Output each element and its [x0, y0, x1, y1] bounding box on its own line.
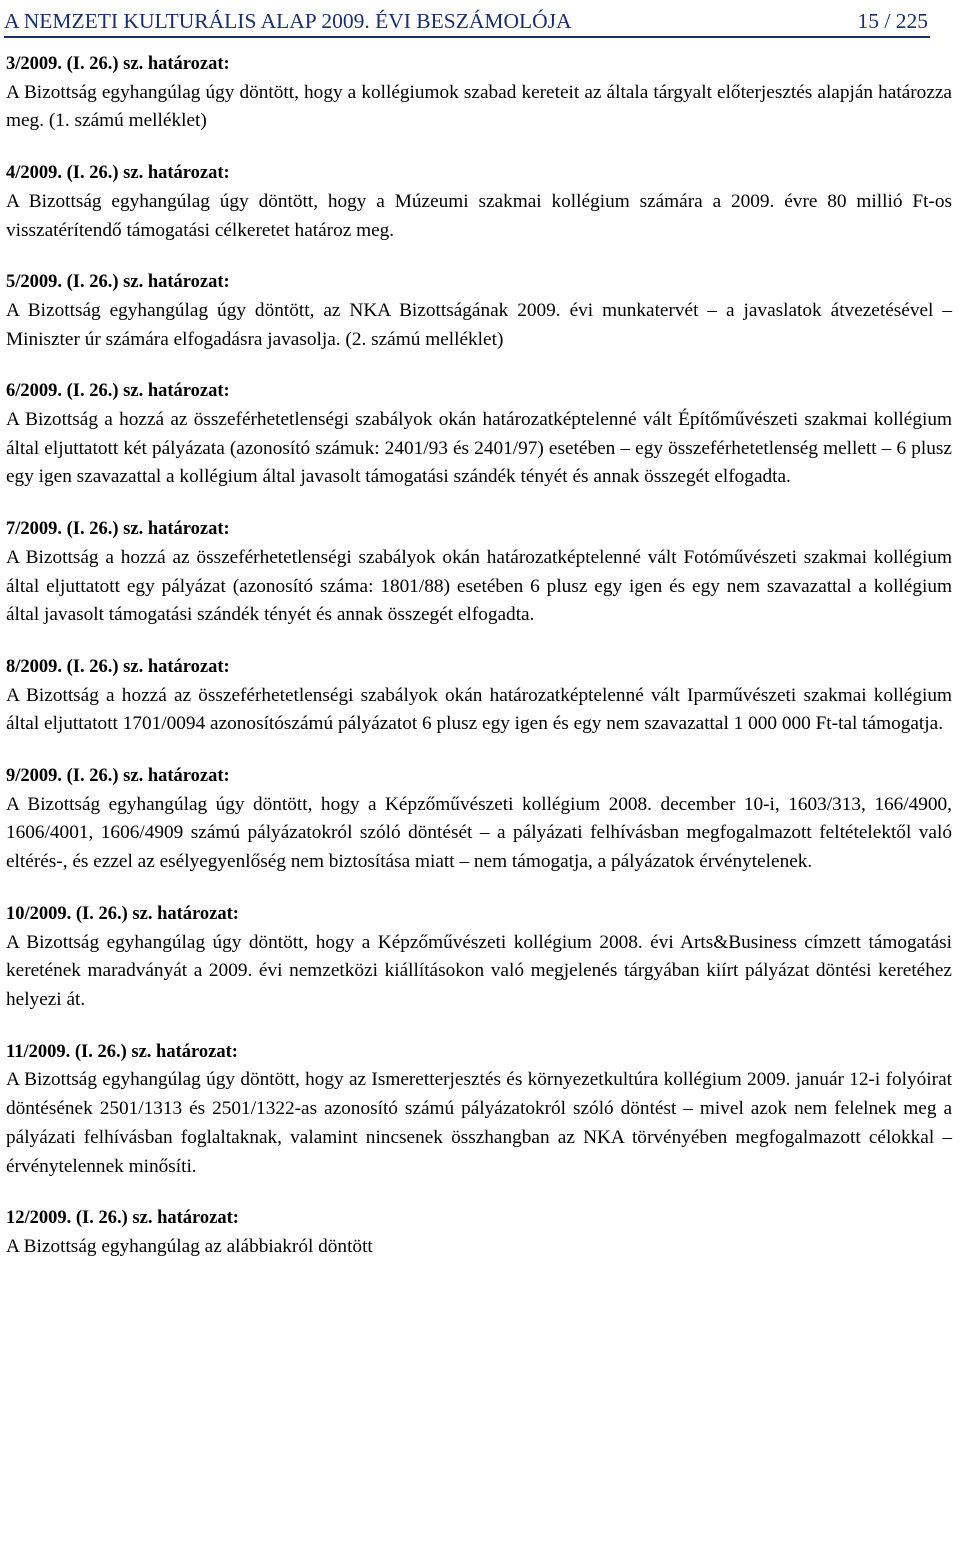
- resolution-title: 9/2009. (I. 26.) sz. határozat:: [6, 766, 230, 787]
- resolution-text: A Bizottság a hozzá az összeférhetetlenségi szabályok okán határozatképtelenné vált Iparművészeti szakmai kollégium által eljuttatott 1701/0094 azonosítószámú pályázatot 6 plusz egy igen és egy nem szavazattal 1 000 000 Ft-tal támogatja.: [6, 684, 952, 735]
- resolution-title: 7/2009. (I. 26.) sz. határozat:: [6, 519, 230, 540]
- resolution-text: A Bizottság egyhangúlag úgy döntött, hogy a Képzőművészeti kollégium 2008. december 10-i, 1603/313, 166/4900, 1606/4001, 1606/4909 számú pályázatokról szóló döntését – a pályázati felhívásban megfogalmazott feltételektől való eltérés-, és ezzel az esélyegyenlőség nem biztosítása miatt – nem támogatja, a pályázatok érvénytelenek.: [6, 793, 952, 873]
- document-body: [6, 50, 952, 1285]
- resolution-title: 5/2009. (I. 26.) sz. határozat:: [6, 272, 230, 293]
- resolution-text: A Bizottság egyhangúlag úgy döntött, hogy az Ismeretterjesztés és környezetkultúra kollégium 2009. január 12-i folyóirat döntésének 2501/1313 és 2501/1322-as azonosító számú pályázatokról szóló döntést – mivel azok nem felelnek meg a pályázati felhívásban foglaltaknak, valamint nincsenek összhangban az NKA törvényében megfogalmazott célokkal – érvénytelennek minősíti.: [6, 1069, 952, 1177]
- resolution-6: [6, 377, 952, 492]
- resolution-text: A Bizottság a hozzá az összeférhetetlenségi szabályok okán határozatképtelenné vált Építőművészeti szakmai kollégium által eljuttatott két pályázata (azonosító számuk: 2401/93 és 2401/97) esetében – egy összeférhetetlenség mellett – 6 plusz egy igen szavazattal a kollégium által javasolt támogatási szándék tényét és annak összegét elfogadta.: [6, 409, 952, 488]
- page-number: 15 / 225: [857, 9, 928, 33]
- resolution-text: A Bizottság egyhangúlag úgy döntött, hogy a Képzőművészeti kollégium 2008. évi Arts&Business címzett támogatási keretének maradványát a 2009. évi nemzetközi kiállításokon való megjelenés tárgyában kiírt pályázat döntési keretéhez helyezi át.: [6, 931, 952, 1010]
- resolution-text: A Bizottság egyhangúlag az alábbiakról döntött: [6, 1235, 373, 1257]
- resolution-text: A Bizottság egyhangúlag úgy döntött, hogy a kollégiumok szabad kereteit az általa tárgyalt előterjesztés alapján határozza meg. (1. számú melléklet): [6, 81, 952, 132]
- resolution-text: A Bizottság egyhangúlag úgy döntött, az NKA Bizottságának 2009. évi munkatervét – a javaslatok átvezetésével – Miniszter úr számára elfogadásra javasolja. (2. számú melléklet): [6, 299, 952, 350]
- resolution-8: [6, 653, 952, 739]
- resolution-3: [6, 50, 952, 136]
- resolution-title: 4/2009. (I. 26.) sz. határozat:: [6, 163, 230, 184]
- resolution-10: [6, 900, 952, 1015]
- resolution-4: [6, 159, 952, 245]
- resolution-title: 8/2009. (I. 26.) sz. határozat:: [6, 656, 230, 677]
- resolution-11: [6, 1038, 952, 1182]
- document-title: A NEMZETI KULTURÁLIS ALAP 2009. ÉVI BESZÁMOLÓJA: [4, 9, 572, 33]
- resolution-title: 3/2009. (I. 26.) sz. határozat:: [6, 54, 230, 74]
- resolution-5: [6, 268, 952, 354]
- resolution-title: 12/2009. (I. 26.) sz. határozat:: [6, 1208, 239, 1229]
- resolution-title: 6/2009. (I. 26.) sz. határozat:: [6, 381, 230, 402]
- page-header: [4, 6, 930, 38]
- resolution-7: [6, 515, 952, 630]
- resolution-title: 10/2009. (I. 26.) sz. határozat:: [6, 903, 239, 924]
- resolution-12: [6, 1204, 952, 1261]
- resolution-title: 11/2009. (I. 26.) sz. határozat:: [6, 1041, 238, 1062]
- resolution-9: [6, 762, 952, 877]
- resolution-text: A Bizottság egyhangúlag úgy döntött, hogy a Múzeumi szakmai kollégium számára a 2009. évre 80 millió Ft-os visszatérítendő támogatási célkeretet határoz meg.: [6, 190, 952, 241]
- resolution-text: A Bizottság a hozzá az összeférhetetlenségi szabályok okán határozatképtelenné vált Fotóművészeti szakmai kollégium által eljuttatott egy pályázat (azonosító száma: 1801/88) esetében 6 plusz egy igen és egy nem szavazattal a kollégium által javasolt támogatási szándék tényét és annak összegét elfogadta.: [6, 546, 952, 626]
